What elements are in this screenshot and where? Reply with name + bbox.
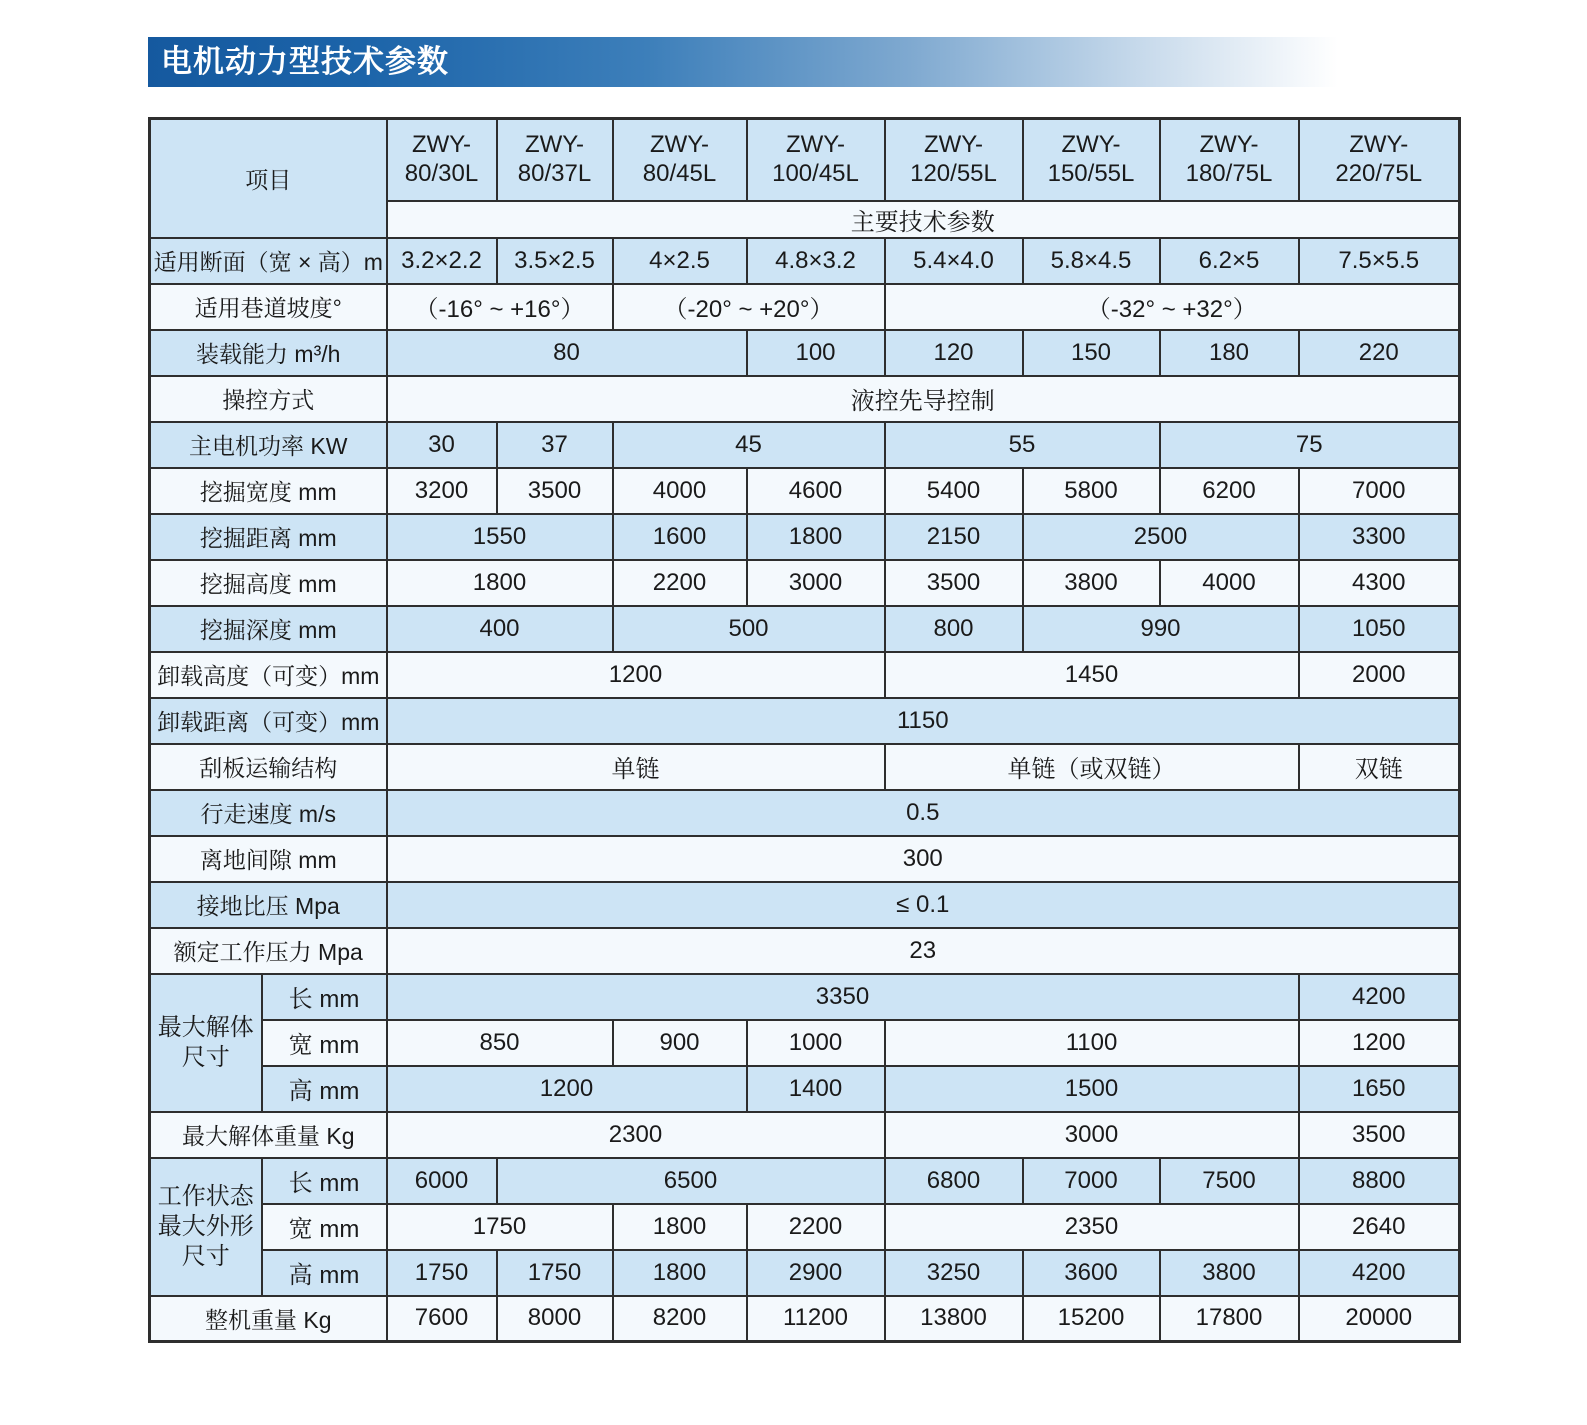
row-label: 主电机功率 KW <box>150 422 387 468</box>
row-sublabel: 长 mm <box>262 974 387 1020</box>
value-cell: 1500 <box>885 1066 1299 1112</box>
value-cell: 1050 <box>1299 606 1460 652</box>
value-cell: 3000 <box>885 1112 1299 1158</box>
value-cell: 1100 <box>885 1020 1299 1066</box>
title-bar <box>148 37 1338 87</box>
value-cell: 30 <box>387 422 497 468</box>
value-cell: 75 <box>1160 422 1460 468</box>
row-label: 挖掘距离 mm <box>150 514 387 560</box>
row-label: 装载能力 m³/h <box>150 330 387 376</box>
row-label: 挖掘深度 mm <box>150 606 387 652</box>
value-cell: 3.2×2.2 <box>387 238 497 284</box>
column-header-model <box>1160 119 1299 201</box>
value-cell: 4200 <box>1299 974 1460 1020</box>
value-cell: 3.5×2.5 <box>497 238 613 284</box>
value-cell: 1150 <box>387 698 1460 744</box>
model-name-line: ZWY- <box>1199 130 1259 158</box>
model-name-line: 120/55L <box>910 159 997 187</box>
column-header-model <box>613 119 747 201</box>
row-group-label: 最大解体尺寸 <box>150 974 262 1112</box>
model-name-line: 150/55L <box>1047 159 1135 187</box>
value-cell: 6800 <box>885 1158 1023 1204</box>
model-name-line: 80/37L <box>517 159 592 187</box>
value-cell: 3800 <box>1160 1250 1299 1296</box>
model-name-line: ZWY- <box>785 130 846 158</box>
row-label: 行走速度 m/s <box>150 790 387 836</box>
value-cell: 3500 <box>1299 1112 1460 1158</box>
value-cell: 850 <box>387 1020 613 1066</box>
value-cell: 7000 <box>1023 1158 1160 1204</box>
value-cell: 120 <box>885 330 1023 376</box>
value-cell: 100 <box>747 330 885 376</box>
column-header-model <box>497 119 613 201</box>
value-cell: 800 <box>885 606 1023 652</box>
value-cell: 1200 <box>387 1066 747 1112</box>
value-cell: 23 <box>387 928 1460 974</box>
value-cell: 2300 <box>387 1112 885 1158</box>
value-cell: 11200 <box>747 1296 885 1342</box>
row-sublabel: 宽 mm <box>262 1204 387 1250</box>
value-cell: 2900 <box>747 1250 885 1296</box>
value-cell: 1200 <box>387 652 885 698</box>
model-name-line: ZWY- <box>923 130 984 158</box>
value-cell: 3500 <box>885 560 1023 606</box>
value-cell: 3800 <box>1023 560 1160 606</box>
row-sublabel: 高 mm <box>262 1066 387 1112</box>
value-cell: 单链 <box>387 744 885 790</box>
row-label: 挖掘高度 mm <box>150 560 387 606</box>
value-cell: 1750 <box>387 1204 613 1250</box>
model-name-line: ZWY- <box>1349 130 1409 158</box>
value-cell: 4300 <box>1299 560 1460 606</box>
row-label: 适用巷道坡度° <box>150 284 387 330</box>
value-cell: 8800 <box>1299 1158 1460 1204</box>
value-cell: 3000 <box>747 560 885 606</box>
value-cell: 5800 <box>1023 468 1160 514</box>
column-header-model <box>747 119 885 201</box>
value-cell: 4000 <box>1160 560 1299 606</box>
value-cell: 4×2.5 <box>613 238 747 284</box>
value-cell: 180 <box>1160 330 1299 376</box>
value-cell: （-16° ~ +16°） <box>387 284 613 330</box>
value-cell: 双链 <box>1299 744 1460 790</box>
value-cell: 7600 <box>387 1296 497 1342</box>
value-cell: 2200 <box>613 560 747 606</box>
column-header-model <box>1023 119 1160 201</box>
value-cell: 1600 <box>613 514 747 560</box>
column-header-item: 项目 <box>150 119 387 238</box>
row-label: 最大解体重量 Kg <box>150 1112 387 1158</box>
row-label: 刮板运输结构 <box>150 744 387 790</box>
value-cell: 2150 <box>885 514 1023 560</box>
model-name-line: ZWY- <box>649 130 710 158</box>
row-label: 卸载距离（可变）mm <box>150 698 387 744</box>
model-name-line: ZWY- <box>1061 130 1121 158</box>
model-name-line: 220/75L <box>1335 159 1423 187</box>
value-cell: 20000 <box>1299 1296 1460 1342</box>
value-cell: 55 <box>885 422 1160 468</box>
value-cell: 1200 <box>1299 1020 1460 1066</box>
value-cell: 4.8×3.2 <box>747 238 885 284</box>
value-cell: 150 <box>1023 330 1160 376</box>
value-cell: 8000 <box>497 1296 613 1342</box>
row-sublabel: 高 mm <box>262 1250 387 1296</box>
model-name-line: 180/75L <box>1185 159 1273 187</box>
row-label: 适用断面（宽 × 高）m <box>150 238 387 284</box>
value-cell: 3250 <box>885 1250 1023 1296</box>
value-cell: 80 <box>387 330 747 376</box>
row-label: 接地比压 Mpa <box>150 882 387 928</box>
value-cell: 7.5×5.5 <box>1299 238 1460 284</box>
value-cell: 4600 <box>747 468 885 514</box>
value-cell: 220 <box>1299 330 1460 376</box>
value-cell: 4200 <box>1299 1250 1460 1296</box>
value-cell: 3600 <box>1023 1250 1160 1296</box>
value-cell: 37 <box>497 422 613 468</box>
value-cell: 5.4×4.0 <box>885 238 1023 284</box>
value-cell: 1400 <box>747 1066 885 1112</box>
row-label: 操控方式 <box>150 376 387 422</box>
value-cell: 6000 <box>387 1158 497 1204</box>
value-cell: 2200 <box>747 1204 885 1250</box>
row-sublabel: 长 mm <box>262 1158 387 1204</box>
value-cell: 6200 <box>1160 468 1299 514</box>
value-cell: 1750 <box>497 1250 613 1296</box>
value-cell: 900 <box>613 1020 747 1066</box>
value-cell: 45 <box>613 422 885 468</box>
value-cell: 3200 <box>387 468 497 514</box>
value-cell: 4000 <box>613 468 747 514</box>
value-cell: 6.2×5 <box>1160 238 1299 284</box>
row-label: 整机重量 Kg <box>150 1296 387 1342</box>
spec-table <box>148 117 1461 1343</box>
value-cell: 1800 <box>613 1250 747 1296</box>
value-cell: 13800 <box>885 1296 1023 1342</box>
row-label: 卸载高度（可变）mm <box>150 652 387 698</box>
row-sublabel: 宽 mm <box>262 1020 387 1066</box>
row-label: 离地间隙 mm <box>150 836 387 882</box>
value-cell: 1800 <box>613 1204 747 1250</box>
value-cell: 500 <box>613 606 885 652</box>
value-cell: （-20° ~ +20°） <box>613 284 885 330</box>
value-cell: 1650 <box>1299 1066 1460 1112</box>
value-cell: 7500 <box>1160 1158 1299 1204</box>
value-cell: 400 <box>387 606 613 652</box>
value-cell: 15200 <box>1023 1296 1160 1342</box>
value-cell: 3300 <box>1299 514 1460 560</box>
model-name-line: ZWY- <box>411 130 472 158</box>
page-title: 电机动力型技术参数 <box>161 44 449 79</box>
value-cell: 1550 <box>387 514 613 560</box>
column-header-model <box>387 119 497 201</box>
column-header-model <box>885 119 1023 201</box>
value-cell: ≤ 0.1 <box>387 882 1460 928</box>
model-name-line: 80/30L <box>404 159 479 187</box>
value-cell: 单链（或双链） <box>885 744 1299 790</box>
value-cell: 1800 <box>387 560 613 606</box>
value-cell: 7000 <box>1299 468 1460 514</box>
section-header-cell: 主要技术参数 <box>387 201 1460 238</box>
value-cell: 1450 <box>885 652 1299 698</box>
value-cell: 3350 <box>387 974 1299 1020</box>
value-cell: 2350 <box>885 1204 1299 1250</box>
value-cell: 3500 <box>497 468 613 514</box>
value-cell: 1000 <box>747 1020 885 1066</box>
model-name-line: ZWY- <box>524 130 585 158</box>
value-cell: 0.5 <box>387 790 1460 836</box>
value-cell: 8200 <box>613 1296 747 1342</box>
model-name-line: 100/45L <box>772 159 859 187</box>
column-header-model <box>1299 119 1460 201</box>
value-cell: 300 <box>387 836 1460 882</box>
row-label: 额定工作压力 Mpa <box>150 928 387 974</box>
value-cell: 17800 <box>1160 1296 1299 1342</box>
row-label: 挖掘宽度 mm <box>150 468 387 514</box>
row-group-label: 工作状态最大外形尺寸 <box>150 1158 262 1296</box>
value-cell: 1800 <box>747 514 885 560</box>
value-cell: 2640 <box>1299 1204 1460 1250</box>
value-cell: 1750 <box>387 1250 497 1296</box>
value-cell: 2500 <box>1023 514 1299 560</box>
value-cell: 5.8×4.5 <box>1023 238 1160 284</box>
value-cell: 5400 <box>885 468 1023 514</box>
value-cell: 2000 <box>1299 652 1460 698</box>
value-cell: （-32° ~ +32°） <box>885 284 1460 330</box>
model-name-line: 80/45L <box>642 159 717 187</box>
value-cell: 990 <box>1023 606 1299 652</box>
value-cell: 6500 <box>497 1158 885 1204</box>
value-cell: 液控先导控制 <box>387 376 1460 422</box>
